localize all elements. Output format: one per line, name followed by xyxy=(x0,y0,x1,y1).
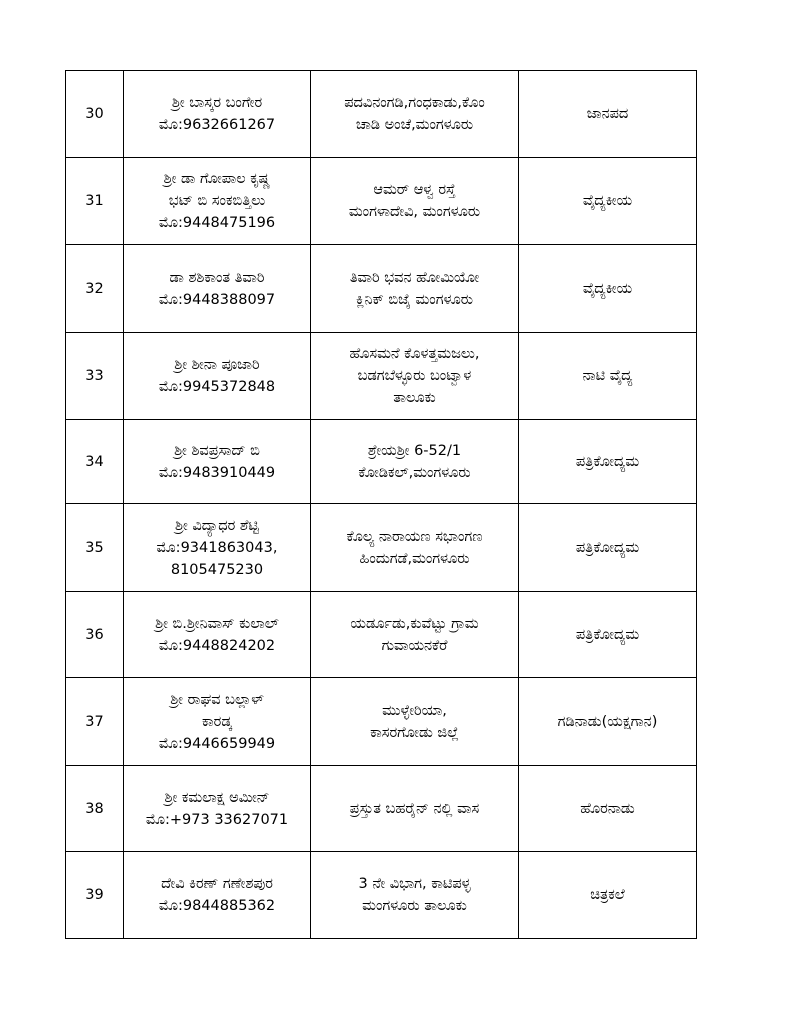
serial-number-cell: 32 xyxy=(66,245,124,333)
serial-number-cell: 35 xyxy=(66,504,124,592)
awardees-table xyxy=(65,70,697,939)
address-cell xyxy=(311,504,519,592)
address-line: ಗುವಾಯನಕೆರೆ xyxy=(381,637,448,654)
name-contact-line: ಶ್ರೀ ಡಾ ಗೋಪಾಲ ಕೃಷ್ಣ xyxy=(163,171,271,187)
name-contact-line: ಮೊ:9945372848 xyxy=(158,379,276,395)
serial-number-cell: 31 xyxy=(66,158,124,245)
address-line: ಹಿಂದುಗಡೆ,ಮಂಗಳೂರು xyxy=(359,550,470,567)
serial-number-cell: 37 xyxy=(66,678,124,766)
name-contact-line: ಡಾ ಶಶಿಕಾಂತ ತಿವಾರಿ xyxy=(169,269,265,286)
field-cell: ಪತ್ರಿಕೋದ್ಯಮ xyxy=(519,592,697,678)
address-line: ಮಂಗಳಾದೇವಿ, ಮಂಗಳೂರು xyxy=(348,204,481,220)
address-cell xyxy=(311,852,519,939)
address-line: ಹೊಸಮನೆ ಕೊಳತ್ತಮಜಲು, xyxy=(349,346,480,362)
field-cell: ಪತ್ರಿಕೋದ್ಯಮ xyxy=(519,504,697,592)
address-cell xyxy=(311,333,519,420)
field-cell: ಪತ್ರಿಕೋದ್ಯಮ xyxy=(519,420,697,504)
address-line: ಮುಳ್ಳೇರಿಯಾ, xyxy=(382,702,447,719)
name-contact-line: ಶ್ರೀ ಬಾಸ್ಕರ ಬಂಗೇರ xyxy=(171,95,263,111)
table-row xyxy=(66,420,697,504)
serial-number-cell: 34 xyxy=(66,420,124,504)
table-row xyxy=(66,71,697,158)
name-contact-line: ಶ್ರೀ ವಿದ್ಯಾಧರ ಶೆಟ್ಟಿ xyxy=(175,517,259,534)
name-contact-line: ಮೊ:9341863043, xyxy=(156,539,278,556)
name-contact-line: ಶ್ರೀ ಬಿ.ಶ್ರೀನಿವಾಸ್ ಕುಲಾಲ್ xyxy=(155,615,279,632)
name-contact-line: ಕಾರಡ್ಕ xyxy=(202,713,232,730)
address-line: ತಾಲೂಕು xyxy=(393,390,436,406)
address-line: ಕೊಲ್ಯ ನಾರಾಯಣ ಸಭಾಂಗಣ xyxy=(346,528,483,545)
serial-number-cell: 39 xyxy=(66,852,124,939)
table-row xyxy=(66,245,697,333)
address-cell xyxy=(311,71,519,158)
address-line: ಕ್ಲಿನಿಕ್ ಬಿಜೈ ಮಂಗಳೂರು xyxy=(356,291,473,308)
name-contact-cell xyxy=(124,420,311,504)
table-body xyxy=(66,71,697,939)
name-contact-cell xyxy=(124,852,311,939)
serial-number-cell: 33 xyxy=(66,333,124,420)
address-cell xyxy=(311,678,519,766)
serial-number-cell: 36 xyxy=(66,592,124,678)
name-contact-cell xyxy=(124,766,311,852)
table-row xyxy=(66,158,697,245)
name-contact-line: ದೇವಿ ಕಿರಣ್ ಗಣೇಶಪುರ xyxy=(161,876,273,892)
field-cell: ಚಿತ್ರಕಲೆ xyxy=(519,852,697,939)
serial-number-cell: 30 xyxy=(66,71,124,158)
address-line: ಪ್ರಸ್ತುತ ಬಹರೈನ್ ನಲ್ಲಿ ವಾಸ xyxy=(349,800,480,817)
name-contact-cell xyxy=(124,71,311,158)
address-cell xyxy=(311,766,519,852)
address-line: ಬಡಗಬೆಳ್ಳೂರು ಬಂಟ್ವಾಳ xyxy=(357,368,472,384)
name-contact-cell xyxy=(124,504,311,592)
field-cell: ಹೊರನಾಡು xyxy=(519,766,697,852)
name-contact-cell xyxy=(124,245,311,333)
field-cell: ಜಾನಪದ xyxy=(519,71,697,158)
address-cell xyxy=(311,420,519,504)
name-contact-line: 8105475230 xyxy=(170,561,264,578)
field-cell: ವೈದ್ಯಕೀಯ xyxy=(519,158,697,245)
table-row xyxy=(66,766,697,852)
name-contact-line: ಶ್ರೀ ಶೀನಾ ಪೂಜಾರಿ xyxy=(174,357,260,373)
address-cell xyxy=(311,158,519,245)
name-contact-cell xyxy=(124,678,311,766)
serial-number-cell: 38 xyxy=(66,766,124,852)
address-cell xyxy=(311,592,519,678)
field-cell: ಗಡಿನಾಡು(ಯಕ್ಷಗಾನ) xyxy=(519,678,697,766)
field-cell: ನಾಟಿ ವೈದ್ಯ xyxy=(519,333,697,420)
table-row xyxy=(66,852,697,939)
address-line: ಮಂಗಳೂರು ತಾಲೂಕು xyxy=(362,898,467,914)
table-row xyxy=(66,678,697,766)
name-contact-line: ಭಟ್ ಬಿ ಸಂಕಬಿತ್ತಿಲು xyxy=(168,193,266,209)
name-contact-line: ಮೊ:9448475196 xyxy=(158,215,276,231)
name-contact-line: ಶ್ರೀ ಕಮಲಾಕ್ಷ ಅಮೀನ್ xyxy=(164,789,270,806)
table-row xyxy=(66,592,697,678)
address-line: ಕೋಡಿಕಲ್,ಮಂಗಳೂರು xyxy=(358,464,471,481)
address-line: ಆಮರ್ ಆಳ್ವ ರಸ್ತೆ xyxy=(373,182,456,198)
address-line: 3 ನೇ ವಿಭಾಗ, ಕಾಟಿಪಳ್ಳ xyxy=(358,876,471,892)
name-contact-cell xyxy=(124,592,311,678)
name-contact-line: ಮೊ:9446659949 xyxy=(158,735,276,752)
name-contact-cell xyxy=(124,333,311,420)
table-row xyxy=(66,504,697,592)
name-contact-line: ಮೊ:9448824202 xyxy=(158,637,276,654)
name-contact-line: ಮೊ:+973 33627071 xyxy=(145,811,289,828)
name-contact-line: ಮೊ:9448388097 xyxy=(158,291,276,308)
name-contact-line: ಶ್ರೀ ರಾಘವ ಬಲ್ಲಾಳ್ xyxy=(170,691,264,708)
name-contact-line: ಮೊ:9632661267 xyxy=(158,117,276,133)
name-contact-cell xyxy=(124,158,311,245)
address-line: ಚಾಡಿ ಅಂಚೆ,ಮಂಗಳೂರು xyxy=(355,117,474,133)
address-line: ಪದವಿನಂಗಡಿ,ಗಂಧಕಾಡು,ಕೊಂ xyxy=(344,95,485,111)
name-contact-line: ಮೊ:9844885362 xyxy=(158,898,276,914)
address-line: ಯರ್ಡೂಡು,ಕುವೆಟ್ಟು ಗ್ರಾಮ xyxy=(350,615,479,632)
name-contact-line: ಮೊ:9483910449 xyxy=(158,464,276,481)
address-line: ಶ್ರೇಯಶ್ರೀ 6-52/1 xyxy=(367,442,462,459)
address-line: ತಿವಾರಿ ಭವನ ಹೋಮಿಯೋ xyxy=(349,269,480,286)
address-line: ಕಾಸರಗೋಡು ಜಿಲ್ಲೆ xyxy=(370,724,459,741)
table-row xyxy=(66,333,697,420)
field-cell: ವೈದ್ಯಕೀಯ xyxy=(519,245,697,333)
address-cell xyxy=(311,245,519,333)
name-contact-line: ಶ್ರೀ ಶಿವಪ್ರಸಾದ್ ಬಿ xyxy=(174,442,260,459)
